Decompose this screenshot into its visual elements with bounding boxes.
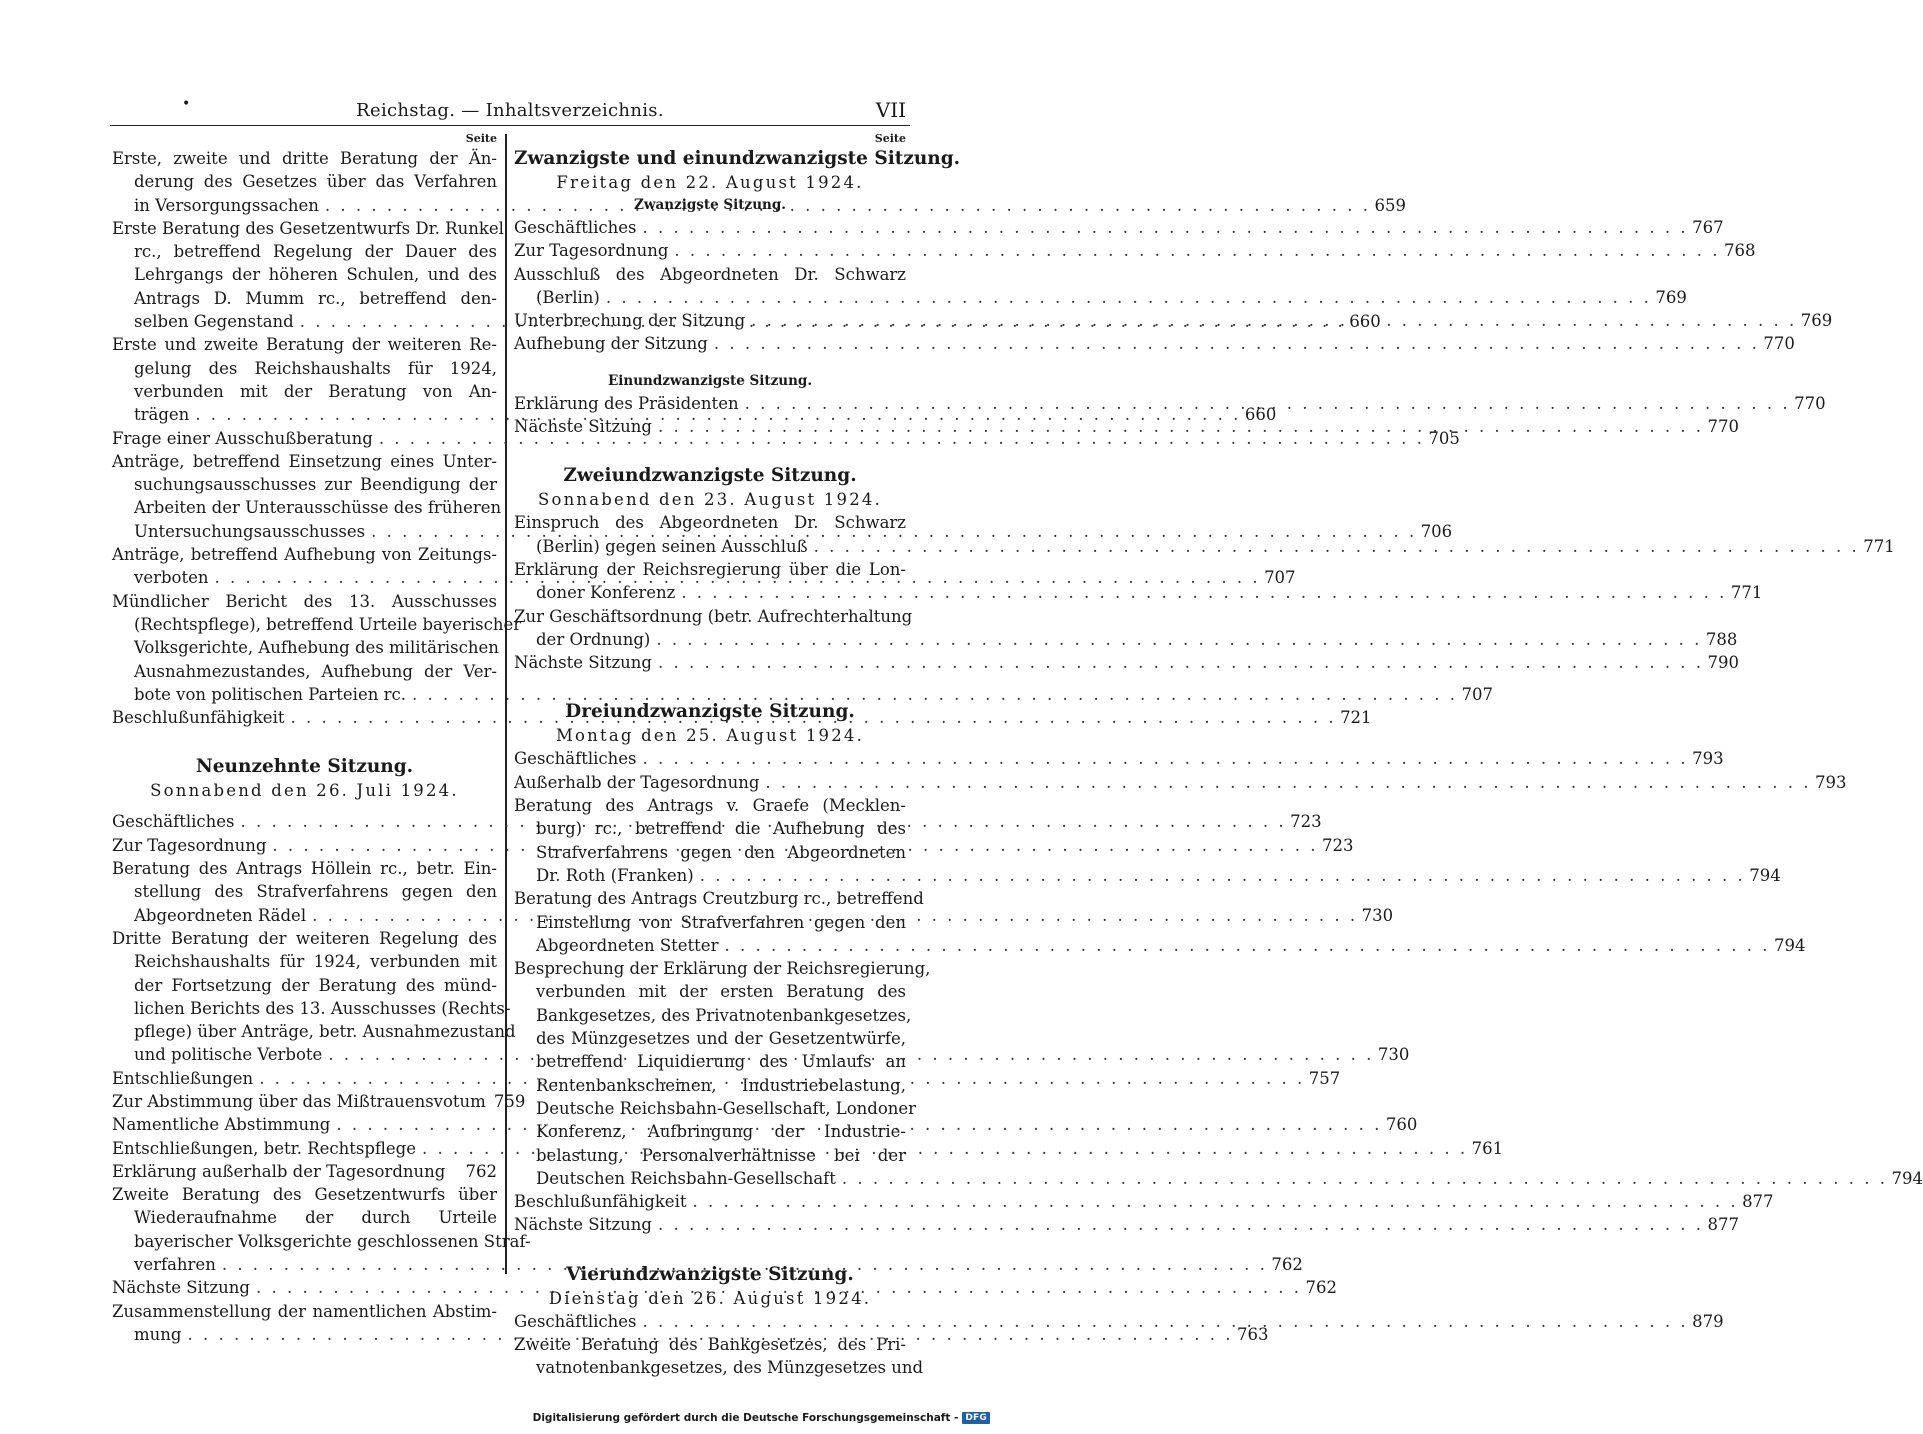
dot-leader [652,1213,1708,1236]
toc-entry [514,651,1740,674]
toc-entry-line: Konferenz, Aufbringung der Industrie- [536,1122,906,1142]
toc-page-number: 706 [1420,521,1453,541]
digitization-footer [533,1412,990,1424]
toc-entry-line: Reichshaushalts für 1924, verbunden mit [134,952,497,972]
toc-entry-text: verfahren [134,1255,216,1275]
toc-entry [112,1090,526,1113]
toc-entry-last-line [514,1190,1774,1213]
page-header [110,96,910,126]
toc-entry-text: verboten [134,568,209,588]
section-title: Vierundzwanzigste Sitzung. [566,1263,854,1285]
toc-entry [112,1160,497,1183]
toc-entry-line: derung des Gesetzes über das Verfahren [134,172,497,192]
toc-page-number: 793 [1814,772,1847,792]
toc-entry-text: in Versorgungssachen [134,195,319,215]
toc-entry-line: belastung, Personalverhältnisse bei der [536,1145,906,1165]
toc-entry-text: (Berlin) gegen seinen Ausschluß [536,536,808,556]
toc-entry [514,605,1738,652]
footer-text: Digitalisierung gefördert durch die Deutsche Forschungsgemeinschaft - [532,1412,959,1424]
toc-entry-last-line [514,771,1847,794]
toc-page-number: 794 [1749,865,1781,885]
toc-entry [514,263,1687,310]
toc-entry-text: Geschäftliches [514,749,637,769]
toc-entry-line: Einspruch des Abgeordneten Dr. Schwarz [514,513,906,533]
toc-entry-text: Nächste Sitzung [514,417,652,437]
toc-entry-last-line [514,286,1687,309]
toc-page-number: 770 [1794,393,1826,413]
toc-page-number: 707 [1461,684,1494,704]
dot-leader [637,216,1693,239]
toc-entry [514,1310,1724,1333]
toc-page-number: 794 [1774,935,1806,955]
toc-entry-line: Mündlicher Bericht des 13. Ausschusses [112,591,497,611]
toc-entry-line: suchungsausschusses zur Beendigung der [134,475,497,495]
toc-entry-text: Aufhebung der Sitzung [514,334,708,354]
toc-entry-line: Zusammenstellung der namentlichen Abstim- [112,1301,497,1321]
toc-entry-last-line [514,651,1740,674]
section-title: Zwanzigste und einundzwanzigste Sitzung. [514,148,961,169]
toc-entry-line: Volksgerichte, Aufhebung des militärischen [134,638,499,658]
toc-entry-line: Deutsche Reichsbahn-Gesellschaft, Londoner [536,1098,917,1118]
toc-entry [514,1333,924,1380]
toc-entry-line: pflege) über Anträge, betr. Ausnahmezustand [134,1022,516,1042]
toc-entry-last-line [514,1310,1724,1333]
toc-entry [514,1213,1740,1236]
toc-entry-line: Zweite Beratung des Gesetzentwurfs über [112,1185,497,1205]
toc-entry-text: trägen [134,405,190,425]
dot-leader [808,535,1864,558]
toc-entry-line: Erste, zweite und dritte Beratung der Än- [112,149,497,168]
toc-entry-text: der Ordnung) [536,629,651,649]
toc-entry-text: Geschäftliches [514,1311,637,1331]
toc-entry-last-line [514,1167,1923,1190]
toc-entry-last-line [112,1090,526,1113]
toc-entry-line: Rentenbankscheinen, Industriebelastung, [536,1075,906,1095]
toc-entry-line: Einstellung von Strafverfahren gegen den [536,912,906,932]
toc-entry-last-line [514,535,1895,558]
toc-entry-last-line [112,683,1494,706]
toc-entry-text: Zur Abstimmung über das Mißtrauensvotum [112,1091,486,1111]
toc-entry-line: verbunden mit der ersten Beratung des [536,982,906,1002]
toc-entry-last-line [514,628,1738,651]
toc-entry-text: Außerhalb der Tagesordnung [514,772,760,792]
toc-page-number: 762 [465,1161,497,1181]
toc-entry-line: Erste und zweite Beratung der weiteren Re- [112,335,497,355]
toc-entry-text: Abgeordneten Stetter [536,935,719,955]
toc-page-number: 877 [1707,1215,1740,1235]
toc-page-number: 770 [1763,334,1795,354]
toc-entry-text: Entschließungen [112,1068,254,1088]
toc-entry-line: des Münzgesetzes und der Gesetzentwürfe, [536,1029,906,1049]
toc-entry-text: bote von politischen Parteien rc. [134,684,406,704]
toc-entry-line: Besprechung der Erklärung der Reichsregierung, [514,959,931,979]
toc-page-number: 760 [1385,1115,1418,1135]
dot-leader [739,392,1795,415]
toc-entry-line: rc., betreffend Regelung der Dauer des [134,242,497,262]
section-date: Sonnabend den 26. Juli 1924. [150,781,459,801]
toc-entry-line: Erklärung der Reichsregierung über die Lon- [514,559,906,579]
toc-page-number: 769 [1800,311,1833,331]
toc-entry [514,216,1724,239]
dot-leader [694,864,1750,887]
dot-leader [668,239,1724,262]
toc-entry-line: bayerischer Volksgerichte geschlossenen Straf- [134,1231,531,1251]
toc-entry-line: Dritte Beratung der weiteren Regelung des [112,928,497,948]
toc-entry-text: Abgeordneten Rädel [134,905,307,925]
toc-entry-line: gelung des Reichshaushalts für 1924, [134,358,497,378]
toc-page-number: 877 [1742,1192,1774,1212]
toc-entry-line: Bankgesetzes, des Privatnotenbankgesetzes, [536,1005,912,1025]
toc-page-number: 763 [1237,1324,1269,1344]
seite-label-right: Seite [874,132,906,145]
toc-entry [514,332,1795,355]
toc-entry-line: Strafverfahrens gegen den Abgeordneten [536,842,906,862]
toc-entry-last-line [514,1213,1740,1236]
toc-entry-text: Unterbrechung der Sitzung [514,311,746,331]
toc-page-number: 659 [1374,195,1406,215]
toc-entry-line: (Rechtspflege), betreffend Urteile bayerischer [134,614,522,634]
toc-entry-text: Nächste Sitzung [514,653,652,673]
section-title: Neunzehnte Sitzung. [195,756,414,778]
toc-entry-last-line [514,239,1756,262]
toc-entry-line: Erste Beratung des Gesetzentwurfs Dr. Runkel [112,218,504,238]
toc-page-number: 660 [1244,405,1277,425]
section-date: Montag den 25. August 1924. [555,726,865,746]
toc-entry-text: Entschließungen, betr. Rechtspflege [112,1138,417,1158]
toc-page-number: 730 [1361,905,1394,925]
dot-leader [675,581,1731,604]
toc-entry-last-line [514,332,1795,355]
toc-page-number: 762 [1305,1278,1338,1298]
dot-leader [759,771,1815,794]
toc-entry-last-line [514,747,1724,770]
toc-page-number: 771 [1730,583,1763,603]
toc-entry-text: Zur Tagesordnung [514,241,669,261]
toc-page-number: 769 [1655,287,1687,307]
dot-leader [600,286,1656,309]
dot-leader [708,332,1764,355]
toc-entry-line: Lehrgangs der höheren Schulen, und des [134,265,497,285]
toc-entry-line: Zweite Beratung des Bankgesetzes, des Pri- [514,1334,906,1354]
toc-entry-text: Geschäftliches [514,218,637,237]
toc-entry-last-line [514,216,1724,239]
toc-entry-line: lichen Berichts des 13. Ausschusses (Rechts- [134,998,511,1018]
toc-entry-last-line [514,581,1763,604]
toc-entry-line: burg) rc., betreffend die Aufhebung des [536,819,906,839]
toc-entry-line: Anträge, betreffend Einsetzung eines Unter- [112,451,497,471]
dot-leader [745,309,1801,332]
toc-page-number: 660 [1349,312,1381,332]
toc-entry-text: Untersuchungsausschusses [134,521,366,541]
toc-entry-text: doner Konferenz [536,583,676,603]
toc-entry-text: Erklärung außerhalb der Tagesordnung [112,1161,446,1181]
toc-entry-text: selben Gegenstand [134,312,294,332]
toc-page-number: 767 [1692,218,1724,237]
toc-entry-text: mung [134,1324,182,1344]
section-date: Sonnabend den 23. August 1924. [537,490,883,510]
toc-page-number: 757 [1308,1068,1341,1088]
toc-entry-text: Beschlußunfähigkeit [514,1192,687,1212]
toc-page-number: 723 [1290,812,1322,832]
toc-entry-line: Zur Geschäftsordnung (betr. Aufrechterhaltung [514,606,913,626]
toc-page-number: 723 [1321,835,1354,855]
toc-page-number: 707 [1264,568,1296,588]
dot-leader [650,628,1706,651]
toc-page-number: 794 [1891,1168,1923,1188]
toc-page-number: 770 [1707,417,1740,437]
section-title: Dreiundzwanzigste Sitzung. [565,701,855,723]
toc-entry-text: Deutschen Reichsbahn-Gesellschaft [536,1168,836,1188]
toc-page-number: 721 [1340,708,1372,728]
toc-entry-text: Geschäftliches [112,812,235,832]
toc-entry [514,771,1847,794]
toc-entry-line: stellung des Strafverfahrens gegen den [134,882,497,902]
subsection-title: Einundzwanzigste Sitzung. [607,372,813,389]
toc-entry-line: betreffend Liquidierung des Umlaufs an [536,1052,906,1072]
toc-entry-line: Anträge, betreffend Aufhebung von Zeitungs- [112,545,497,565]
toc-entry-text: Dr. Roth (Franken) [536,865,694,885]
toc-entry-text: Nächste Sitzung [112,1278,250,1298]
section-title: Zweiundzwanzigste Sitzung. [563,465,857,487]
dot-leader [652,651,1708,674]
dot-leader [637,747,1693,770]
dfg-logo-icon: DFG [962,1412,990,1424]
toc-page-number: 762 [1271,1255,1303,1275]
page-number: VII [875,98,906,122]
dot-leader [652,415,1708,438]
toc-entry-line: Ausnahmezustandes, Aufhebung der Ver- [134,661,497,681]
toc-entry-line: Wiederaufnahme der durch Urteile [134,1208,497,1228]
toc-entry-line: vatnotenbankgesetzes, des Münzgesetzes und [536,1358,924,1378]
seite-label-left: Seite [465,132,497,145]
toc-page-number: 705 [1428,428,1460,448]
header-dot: • [182,96,191,112]
toc-page-number: 788 [1705,629,1738,649]
toc-entry-text: und politische Verbote [134,1045,323,1065]
toc-entry-line: verbunden mit der Beratung von An- [134,381,497,401]
toc-entry [514,239,1756,262]
toc-entry-last-line [514,864,1781,887]
toc-page-number: 771 [1863,536,1895,556]
toc-entry-text: (Berlin) [536,287,600,307]
toc-entry-text: Namentliche Abstimmung [112,1115,331,1135]
toc-page-number: 730 [1377,1045,1410,1065]
toc-entry [514,747,1724,770]
toc-page-number: 768 [1723,241,1756,261]
toc-entry-line: Antrags D. Mumm rc., betreffend den- [134,288,497,308]
toc-entry-line: der Fortsetzung der Beratung des münd- [134,975,497,995]
toc-entry-text: Erklärung des Präsidenten [514,393,739,413]
toc-entry-line: Ausschluß des Abgeordneten Dr. Schwarz [514,264,906,284]
toc-entry [514,1190,1774,1213]
toc-entry-last-line [514,934,1806,957]
toc-entry-text: Zur Tagesordnung [112,835,267,855]
toc-entry-text: Frage einer Ausschußberatung [112,428,373,448]
subsection-title: Zwanzigste Sitzung. [634,197,786,213]
toc-page-number: 793 [1692,749,1724,769]
toc-entry-text: Nächste Sitzung [514,1215,652,1235]
toc-entry-last-line [112,1160,497,1183]
dot-leader [718,934,1774,957]
toc-page-number: 790 [1707,653,1740,673]
running-title: Reichstag. — Inhaltsverzeichnis. [356,100,664,121]
toc-entry-line: Beratung des Antrags v. Graefe (Mecklen- [514,796,906,816]
toc-entry-line: Beratung des Antrags Höllein rc., betr. Ein- [112,859,497,879]
toc-page-number: 761 [1471,1138,1504,1158]
toc-entry-text: Beschlußunfähigkeit [112,708,285,728]
dot-leader [637,1310,1693,1333]
toc-entry-line: Beratung des Antrags Creutzburg rc., betreffend [514,889,924,909]
toc-page-number: 759 [493,1091,526,1111]
toc-page-number: 879 [1692,1311,1724,1331]
dot-leader [687,1190,1743,1213]
section-date: Freitag den 22. August 1924. [556,173,864,192]
section-date: Dienstag den 26. August 1924. [548,1288,872,1308]
toc-entry-line: Arbeiten der Unterausschüsse des früheren [134,498,502,518]
dot-leader [836,1167,1892,1190]
